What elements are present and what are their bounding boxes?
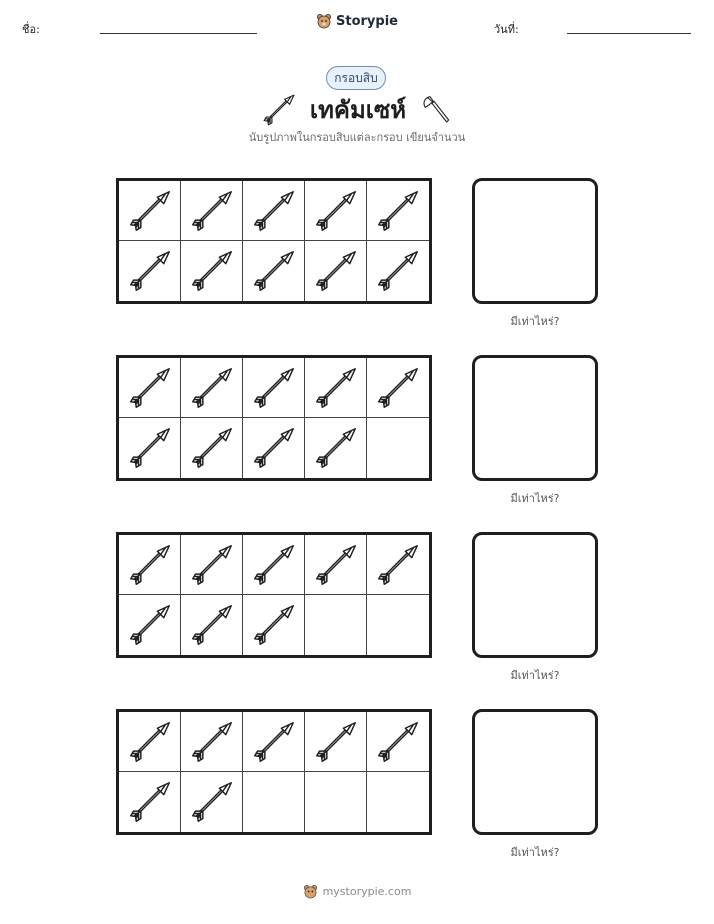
- instructions: นับรูปภาพในกรอบสิบแต่ละกรอบ เขียนจำนวน: [248, 131, 466, 144]
- bear-logo-icon: [316, 13, 332, 29]
- arrow-icon: [252, 720, 296, 764]
- frame-cell: [181, 712, 243, 772]
- frame-cell: [181, 535, 243, 595]
- arrow-icon: [252, 366, 296, 410]
- bear-logo-icon: [303, 884, 318, 899]
- name-label: ชื่อ:: [22, 23, 40, 36]
- frame-cell: [305, 712, 367, 772]
- frame-cell: [367, 772, 429, 832]
- frame-cell: [119, 772, 181, 832]
- frame-cell: [367, 712, 429, 772]
- arrow-icon: [252, 249, 296, 293]
- arrow-icon: [128, 189, 172, 233]
- arrow-icon: [190, 543, 234, 587]
- arrow-icon: [128, 603, 172, 647]
- arrow-icon: [190, 720, 234, 764]
- frame-cell: [305, 772, 367, 832]
- ten-frame-3: [116, 532, 432, 658]
- frame-cell: [243, 772, 305, 832]
- ten-frame-4: [116, 709, 432, 835]
- frame-cell: [305, 535, 367, 595]
- frame-cell: [119, 418, 181, 478]
- frame-cell: [305, 418, 367, 478]
- title-row: [0, 90, 714, 129]
- frame-cell: [305, 241, 367, 301]
- frame-cell: [243, 241, 305, 301]
- frame-cell: [119, 358, 181, 418]
- frame-cell: [181, 772, 243, 832]
- frame-cell: [243, 595, 305, 655]
- page-title: เทคัมเซห์: [309, 96, 407, 124]
- arrow-icon: [190, 426, 234, 470]
- arrow-icon: [190, 249, 234, 293]
- arrow-icon: [376, 366, 420, 410]
- arrow-icon: [252, 603, 296, 647]
- footer: [0, 884, 714, 899]
- answer-box-4[interactable]: [472, 709, 598, 835]
- frame-cell: [181, 595, 243, 655]
- frame-cell: [119, 181, 181, 241]
- ten-frame-2: [116, 355, 432, 481]
- frame-cell: [119, 712, 181, 772]
- arrow-icon: [128, 366, 172, 410]
- frame-cell: [243, 358, 305, 418]
- arrow-icon: [252, 426, 296, 470]
- frame-cell: [305, 595, 367, 655]
- arrow-icon: [128, 249, 172, 293]
- frame-cell: [367, 358, 429, 418]
- frame-cell: [119, 241, 181, 301]
- frame-cell: [243, 535, 305, 595]
- arrow-icon: [190, 603, 234, 647]
- name-line: [100, 33, 257, 34]
- question-label-4: มีเท่าไหร่?: [510, 846, 560, 859]
- brand-name: Storypie: [336, 13, 398, 29]
- frame-cell: [181, 181, 243, 241]
- question-label-3: มีเท่าไหร่?: [510, 669, 560, 682]
- frame-cell: [367, 595, 429, 655]
- brand: [0, 13, 714, 29]
- arrow-icon: [128, 543, 172, 587]
- frame-cell: [367, 181, 429, 241]
- frame-cell: [243, 418, 305, 478]
- arrow-icon: [376, 189, 420, 233]
- topic-badge: กรอบสิบ: [326, 66, 386, 90]
- arrow-icon: [252, 543, 296, 587]
- frame-cell: [367, 241, 429, 301]
- axe-icon: [420, 94, 452, 126]
- frame-cell: [181, 418, 243, 478]
- arrow-icon: [190, 189, 234, 233]
- frame-cell: [367, 535, 429, 595]
- frame-cell: [367, 418, 429, 478]
- frame-cell: [119, 535, 181, 595]
- date-line: [567, 33, 691, 34]
- arrow-icon: [314, 249, 358, 293]
- frame-cell: [243, 712, 305, 772]
- arrow-icon: [314, 426, 358, 470]
- arrow-icon: [314, 720, 358, 764]
- arrow-icon: [376, 720, 420, 764]
- frame-cell: [305, 181, 367, 241]
- question-label-1: มีเท่าไหร่?: [510, 315, 560, 328]
- frame-cell: [305, 358, 367, 418]
- ten-frame-1: [116, 178, 432, 304]
- frame-cell: [181, 358, 243, 418]
- arrow-icon: [128, 720, 172, 764]
- arrow-icon: [190, 780, 234, 824]
- answer-box-1[interactable]: [472, 178, 598, 304]
- frame-cell: [181, 241, 243, 301]
- arrow-icon: [128, 780, 172, 824]
- answer-box-3[interactable]: [472, 532, 598, 658]
- arrow-icon: [376, 543, 420, 587]
- arrow-icon: [262, 93, 296, 127]
- frame-cell: [243, 181, 305, 241]
- footer-url: mystorypie.com: [322, 885, 412, 898]
- arrow-icon: [376, 249, 420, 293]
- arrow-icon: [128, 426, 172, 470]
- question-label-2: มีเท่าไหร่?: [510, 492, 560, 505]
- arrow-icon: [252, 189, 296, 233]
- arrow-icon: [314, 189, 358, 233]
- arrow-icon: [314, 543, 358, 587]
- arrow-icon: [190, 366, 234, 410]
- answer-box-2[interactable]: [472, 355, 598, 481]
- arrow-icon: [314, 366, 358, 410]
- date-label: วันที่:: [494, 23, 519, 36]
- frame-cell: [119, 595, 181, 655]
